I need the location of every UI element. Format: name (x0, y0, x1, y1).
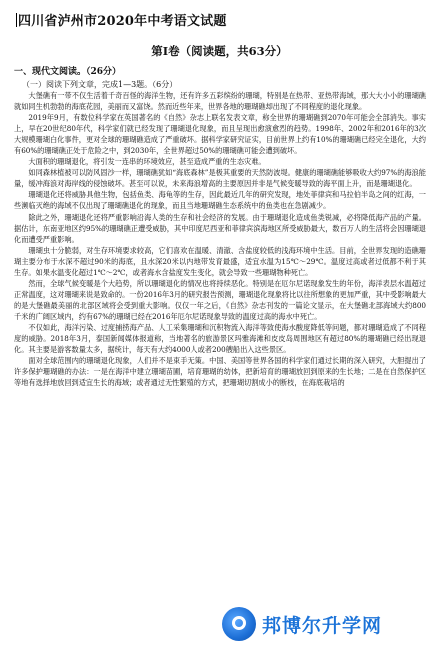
document-title-text: 四川省泸州市2020年中考语文试题 (18, 14, 227, 29)
passage-paragraph: 不仅如此，海洋污染、过度捕捞海产品、人工采集珊瑚和沉积物流入海洋等致使海水酸度降低等问题，都对珊瑚造成了不同程度的威胁。2018年3月，泰国新闻媒体报道称，当地著名的旅游景区玛雅海滩和皮皮岛周围地区有超过80%的珊瑚礁已经出现退化。其主要是游客数量太多，据统计，每天有大约4000人或者200艘船出入这些景区。 (14, 322, 426, 355)
site-watermark (222, 598, 434, 650)
passage-paragraph: 大堡礁有一带不仅生活着千奇百怪的海洋生物，还有许多五彩缤纷的珊瑚，特别是在热带、亚热带海域，那大大小小的珊瑚礁就如同生机勃勃的海底花园，美丽而又富饶。然而近些年来，世界各地的珊瑚礁却出现了不同程度的退化现象。 (14, 91, 426, 112)
text-cursor (16, 13, 17, 27)
paper-section-heading: 第Ⅰ卷（阅读题，共63分） (151, 44, 288, 58)
passage-paragraph: 珊瑚退化还将威胁具他生物，包括鱼类、海龟等的生存，因此最近几年的研究发现，地处菲律宾和马拉伯半岛之间的红海，一些濒临灭绝的海域不仅出现了珊瑚礁退化的现象，而且当地珊瑚礁生态系统中的鱼类也在急剧减少。 (14, 190, 426, 211)
globe-logo-icon (222, 607, 256, 641)
document-title (16, 10, 227, 29)
passage-paragraph: 2019年9月，有数位科学家在英国著名的《自然》杂志上联名发表文章，称全世界的珊瑚礁到2070年可能会全部消失。事实上，早在20世纪80年代，科学家们就已经发现了珊瑚退化现象，而且呈现出愈演愈烈的趋势。1998年、2002年和2016年的3次大规模珊瑚白化事件，更对全球的珊瑚礁造成了严重破坏。据科学家研究证实，目前世界上约有10%的珊瑚礁已经完全退化，大约有60%的珊瑚礁正处于危险之中，到2030年，全世界超过50%的珊瑚礁可能会遭到破坏。 (14, 113, 426, 156)
passage-paragraph: 珊瑚虫十分脆弱，对生存环境要求较高，它们喜欢在温暖、清澈、含盐度较低的浅海环境中生活。目前，全世界发现的造礁珊瑚主要分布于水深不超过90米的海底，且水深20米以内地带发育最盛，适宜水温为15℃～29℃。温度过高或者过低都不利于其生存。如果水温变化超过1℃～2℃，或者海水含盐度发生变化，就会导致一些珊瑚物种死亡。 (14, 245, 426, 277)
watermark-text: 邦博尔升学网 (262, 614, 383, 637)
section-heading: 一、现代文阅读。（26分） (14, 67, 122, 77)
passage-paragraph: 面对全球范围内的珊瑚退化现象，人们并不是束手无策。中国、美国等世界各国的科学家们通过长期的深入研究，大胆提出了许多保护珊瑚礁的办法：一是在海洋中建立珊瑚苗圃，培育珊瑚的幼体，把新培育的珊瑚放回到原来的生长地；二是在自然保护区等地有选择地放回到适宜生长的海域；或者通过无性繁殖的方式，把珊瑚切割成小的断枝，在海底栽培的 (14, 356, 426, 388)
passage-paragraph: 然而，全球气候变暖是个大趋势，所以珊瑚退化的情况也将持续恶化。特别是在厄尔尼诺现象发生的年份，海洋表层水温超过正常温度，这对珊瑚来说是致命的。一份2016年3月的研究报告预测，珊瑚退化现象将比以往所想象的更加严重，其中受影响最大的是大堡礁最美丽的北部区域将会受到重大影响。仅仅一年之后，《自然》杂志刊发的一篇论文显示，在大堡礁北部海域大约800千米的广阔区域内，约有67%的珊瑚已经在2016年厄尔尼诺现象导致的温度过高的海水中死亡。 (14, 278, 426, 321)
passage-paragraph: 如同森林植被可以防风固沙一样，珊瑚礁犹如“海底森林”是极其重要的天然防波堤。健康的珊瑚礁能够吸收大约97%的海浪能量，缓冲海浪对海岸线的侵蚀破坏。甚至可以说，未来海浪增高的主要原因并非是气候变暖导致的海平面上升，而是珊瑚退化。 (14, 168, 426, 189)
passage-paragraph: 大面积的珊瑚退化，将引发一连串的环境效应，甚至造成严重的生态灾难。 (28, 157, 266, 167)
passage-body (14, 90, 426, 388)
passage-paragraph: 除此之外，珊瑚退化还将严重影响沿海人类的生存和社会经济的发展。由于珊瑚退化造成鱼类锐减，必将降低海产品的产量。据估计，东南亚地区约95%的珊瑚礁正遭受威胁，其中印度尼西亚和菲律宾滨海地区所受威胁最大，数百万人的生活将会因珊瑚退化而遭受严重影响。 (14, 212, 426, 244)
subsection-instruction: （一）阅读下列文章，完成1—3题。（6分） (22, 80, 178, 89)
